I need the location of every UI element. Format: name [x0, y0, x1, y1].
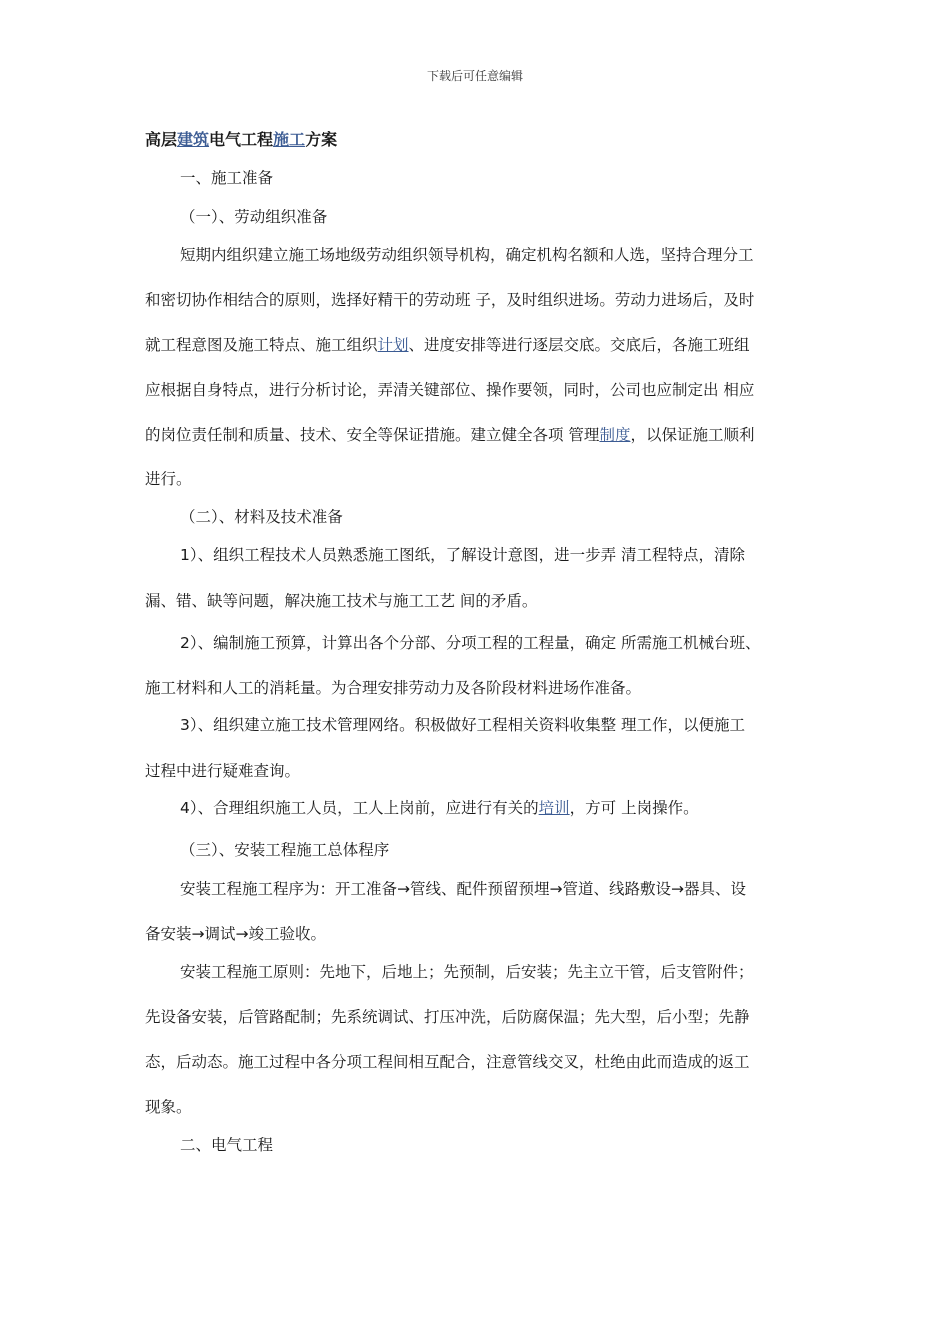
paragraph-line: 态，后动态。施工过程中各分项工程间相互配合，注意管线交叉，杜绝由此而造成的返工 [145, 1053, 750, 1071]
text-span: 就工程意图及施工特点、施工组织 [145, 336, 378, 354]
section-heading-1: 一、施工准备 [180, 169, 274, 187]
paragraph-line: 进行。 [145, 470, 192, 488]
subsection-heading-1-2: （二）、材料及技术准备 [180, 508, 343, 526]
paragraph-line: 备安装→调试→竣工验收。 [145, 925, 326, 943]
list-item-line: 3）、组织建立施工技术管理网络。积极做好工程相关资料收集整 理工作，以便施工 [180, 716, 746, 734]
link-zhidu[interactable]: 制度 [599, 426, 631, 444]
paragraph-line [145, 333, 750, 355]
paragraph-line: 和密切协作相结合的原则，选择好精干的劳动班 子，及时组织进场。劳动力进场后，及时 [145, 291, 755, 309]
list-item-line [180, 796, 699, 818]
title-part: 电气工程 [209, 130, 274, 149]
subsection-heading-1-3: （三）、安装工程施工总体程序 [180, 841, 390, 859]
list-item-line: 1）、组织工程技术人员熟悉施工图纸，了解设计意图，进一步弄 清工程特点，清除 [180, 546, 746, 564]
title-part: 高层 [145, 130, 178, 149]
text-span: 、进度安排等进行逐层交底。交底后，各施工班组 [408, 336, 750, 354]
list-item-line: 2）、编制施工预算，计算出各个分部、分项工程的工程量，确定 所需施工机械台班、 [180, 634, 761, 652]
page-header: 下载后可任意编辑 [426, 69, 523, 83]
paragraph-line: 现象。 [145, 1098, 192, 1116]
text-span: 的岗位责任制和质量、技术、安全等保证措施。建立健全各项 管理 [145, 426, 600, 444]
subsection-heading-1-1: （一）、劳动组织准备 [180, 208, 328, 226]
list-item-line: 过程中进行疑难查询。 [145, 762, 301, 780]
paragraph-line: 应根据自身特点，进行分析讨论，弄清关键部位、操作要领，同时，公司也应制定出 相应 [145, 381, 755, 399]
paragraph-line: 短期内组织建立施工场地级劳动组织领导机构，确定机构名额和人选，坚持合理分工 [180, 246, 754, 264]
title-part: 方案 [305, 130, 338, 149]
paragraph-line: 安装工程施工程序为：开工准备→管线、配件预留预埋→管道、线路敷设→器具、设 [180, 880, 746, 898]
paragraph-line: 安装工程施工原则：先地下，后地上；先预制，后安装；先主立干管，后支管附件； [180, 963, 754, 981]
list-item-line: 漏、错、缺等问题，解决施工技术与施工工艺 间的矛盾。 [145, 592, 538, 610]
document-title [145, 127, 337, 150]
title-link-jianzhu[interactable]: 建筑 [177, 130, 210, 149]
list-item-line: 施工材料和人工的消耗量。为合理安排劳动力及各阶段材料进场作准备。 [145, 679, 642, 697]
paragraph-line: 先设备安装，后管路配制；先系统调试、打压冲洗，后防腐保温；先大型，后小型；先静 [145, 1008, 750, 1026]
paragraph-line [145, 423, 754, 445]
text-span: ，以保证施工顺利 [630, 426, 755, 444]
link-jihua[interactable]: 计划 [377, 336, 409, 354]
title-link-shigong[interactable]: 施工 [273, 130, 306, 149]
link-peixun[interactable]: 培训 [538, 799, 570, 817]
text-span: ，方可 上岗操作。 [569, 799, 699, 817]
text-span: 4）、合理组织施工人员，工人上岗前，应进行有关的 [180, 799, 539, 817]
section-heading-2: 二、电气工程 [180, 1136, 274, 1154]
